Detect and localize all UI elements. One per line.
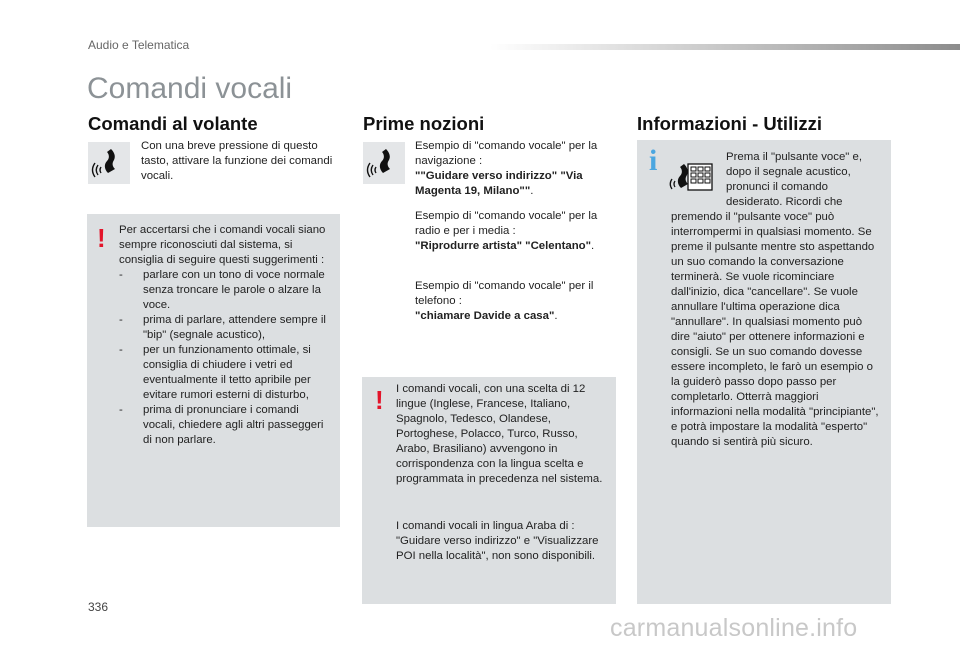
warning-icon: ! [97, 223, 106, 253]
languages-note: I comandi vocali, con una scelta di 12 lingue (Inglese, Francese, Italiano, Spagnolo, Tedesco, Olandese, Portoghese, Polacco, Turco, Russo, Arabo, Brasiliano) avvengono in corrispondenza con la lingua scelta e programmata in precedenza nel sistema. [396, 383, 603, 485]
col2-warning-box [362, 377, 616, 604]
info-line: desiderato. Ricordi che [726, 196, 843, 208]
example-navigation [415, 139, 613, 199]
arabic-note: I comandi vocali in lingua Araba di : "Guidare verso indirizzo" e "Visualizzare POI nella località", non sono disponibili. [396, 520, 599, 562]
example-navigation-command: ""Guidare verso indirizzo" "Via Magenta 19, Milano"" [415, 170, 583, 197]
list-dash: - [119, 314, 123, 326]
list-item [119, 403, 331, 448]
example-radio-text: Esempio di "comando vocale" per la radio e per i media : [415, 210, 598, 237]
period: . [554, 310, 558, 322]
list-item [119, 313, 331, 343]
heading-prime-nozioni: Prime nozioni [363, 113, 485, 134]
heading-informazioni-utilizzi: Informazioni - Utilizzi [637, 113, 822, 134]
list-item [119, 268, 331, 313]
info-text-top [726, 150, 886, 210]
example-radio-command: "Riprodurre artista" "Celentano" [415, 240, 592, 252]
list-item-text: prima di pronunciare i comandi vocali, chiedere agli altri passeggeri di non parlare. [143, 404, 324, 446]
example-navigation-text: Esempio di "comando vocale" per la navigazione : [415, 140, 598, 167]
voice-command-icon [363, 142, 405, 184]
info-icon: i [649, 144, 658, 177]
example-radio [415, 209, 613, 254]
info-line: Prema il "pulsante voce" e, [726, 151, 862, 163]
info-line: pronunci il comando [726, 181, 828, 193]
list-item-text: prima di parlare, attendere sempre il "bip" (segnale acustico), [143, 314, 326, 341]
list-item [119, 343, 331, 403]
list-dash: - [119, 344, 123, 356]
voice-command-steering-icon [88, 142, 130, 184]
col1-warning-content [119, 223, 331, 448]
list-item-text: per un funzionamento ottimale, si consiglia di chiudere i vetri ed eventualmente il tetto apribile per evitare rumori esterni di disturbo, [143, 344, 311, 401]
col1-warning-box [87, 214, 340, 527]
period: . [530, 185, 534, 197]
col1-intro-text: Con una breve pressione di questo tasto, attivare la funzione dei comandi vocali. [141, 140, 333, 182]
list-item-text: parlare con un tono di voce normale senza troncare le parole o alzare la voce. [143, 269, 325, 311]
col3-info-box [637, 140, 891, 604]
example-phone [415, 279, 613, 324]
watermark: carmanualsonline.info [610, 614, 858, 642]
col1-warning-intro: Per accertarsi che i comandi vocali siano sempre riconosciuti dal sistema, si consiglia di seguire questi suggerimenti : [119, 224, 326, 266]
example-phone-command: "chiamare Davide a casa" [415, 310, 555, 322]
info-text-body: premendo il "pulsante voce" può interrompermi in qualsiasi momento. Se preme il pulsante mentre sto aspettando un suo comando la conversazione terminerà. Se vuole ricominciare dall'inizio, dica "cancellare". Se vuole annullare l'ultima operazione dica "annullare". In qualsiasi momento può dire "aiuto" per ottenere informazioni e consigli. Se un suo comando dovesse essere incompleto, le farò un esempio o la guiderò passo dopo passo per completarlo. Otterrà maggiori informazioni nella modalità "principiante", e potrà impostare la modalità "esperto" quando si sentirà più sicuro. [671, 211, 879, 448]
header-rule [490, 44, 960, 50]
page-number: 336 [88, 600, 109, 614]
list-dash: - [119, 269, 123, 281]
heading-comandi-al-volante: Comandi al volante [88, 113, 258, 134]
warning-icon: ! [375, 385, 384, 415]
page-title: Comandi vocali [87, 72, 293, 105]
voice-keypad-icon [669, 154, 715, 194]
example-phone-text: Esempio di "comando vocale" per il telefono : [415, 280, 594, 307]
period: . [591, 240, 595, 252]
list-dash: - [119, 404, 123, 416]
section-header: Audio e Telematica [88, 38, 190, 52]
info-line: dopo il segnale acustico, [726, 166, 851, 178]
